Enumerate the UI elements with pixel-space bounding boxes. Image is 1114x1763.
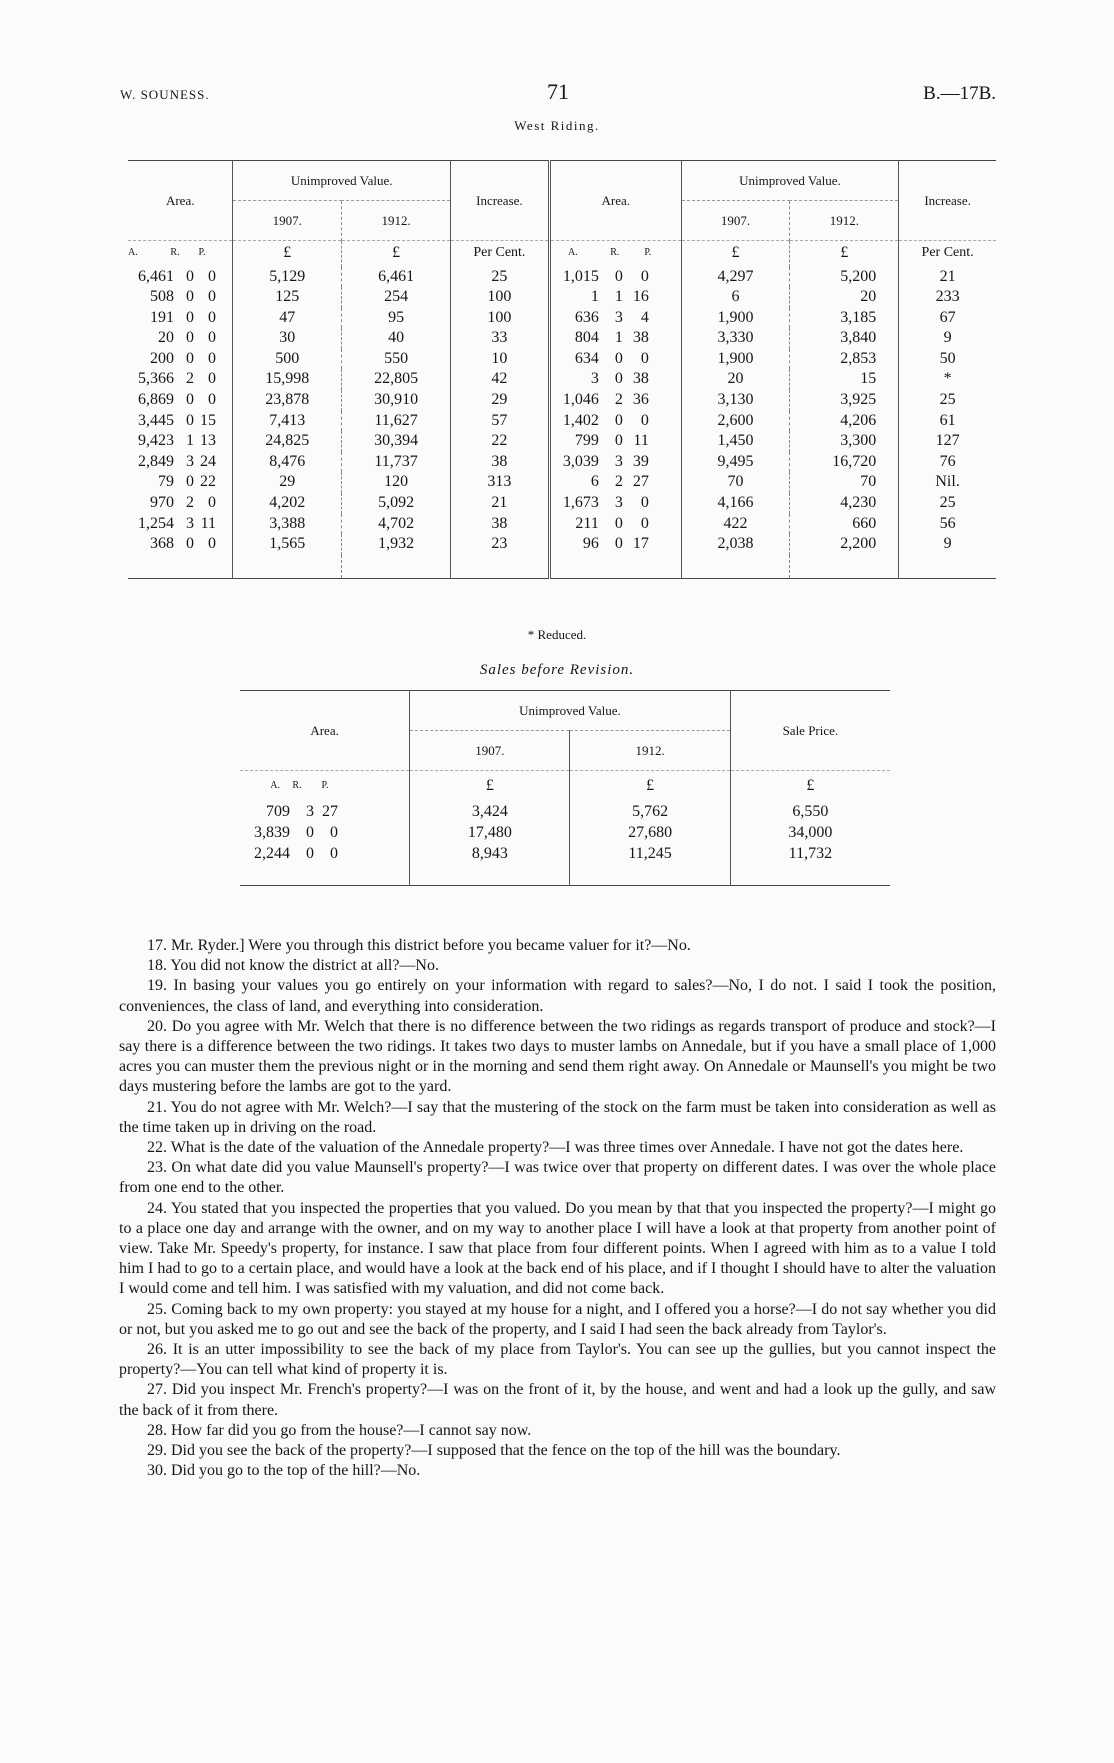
value-1912-left: 550 (342, 349, 451, 370)
value-1912-left: 120 (342, 472, 451, 493)
sale-price: 11,732 (730, 843, 890, 864)
increase-left: 38 (450, 514, 549, 535)
table-row (240, 801, 890, 822)
table-row (128, 452, 996, 473)
units-arp-right: A. R. P. (549, 241, 681, 267)
value-1912-left: 30,910 (342, 390, 451, 411)
value-1912-right: 3,185 (790, 308, 899, 329)
area-right: 1,673 3 0 (549, 493, 681, 514)
table-row (128, 328, 996, 349)
col-unimproved-right: Unimproved Value. (681, 161, 899, 201)
increase-left: 57 (450, 411, 549, 432)
area-right: 1 1 16 (549, 287, 681, 308)
value-1912-left: 254 (342, 287, 451, 308)
sale-price: 34,000 (730, 822, 890, 843)
value-1912-right: 5,200 (790, 267, 899, 288)
value-1907-left: 15,998 (233, 369, 342, 390)
paragraph: 27. Did you inspect Mr. French's property?—I was on the front of it, by the house, and went and had a look up the gully, and saw the back of it from there. (119, 1381, 996, 1419)
table-row (128, 308, 996, 329)
increase-right: 56 (899, 514, 996, 535)
area-right: 1,046 2 36 (549, 390, 681, 411)
value-1907-left: 125 (233, 287, 342, 308)
page-number: 71 (547, 79, 569, 104)
value-1907: 17,480 (410, 822, 570, 843)
table-row (240, 822, 890, 843)
unit-pound: £ (342, 241, 451, 267)
value-1907-right: 70 (681, 472, 790, 493)
increase-left: 22 (450, 431, 549, 452)
table-row (128, 267, 996, 288)
col-unimproved: Unimproved Value. (410, 691, 731, 731)
increase-right: 127 (899, 431, 996, 452)
sale-price: 6,550 (730, 801, 890, 822)
area-right: 96 0 17 (549, 534, 681, 555)
col-increase-left: Increase. (450, 161, 549, 241)
area-left: 79 0 22 (158, 473, 216, 491)
table-row (128, 287, 996, 308)
increase-left: 42 (450, 369, 549, 390)
area-left: 368 0 0 (150, 535, 216, 553)
west-riding-table (128, 160, 996, 579)
paragraph: 26. It is an utter impossibility to see the back of my place from Taylor's. You can see up the gullies, but you cannot inspect the property?—You can tell what kind of property it is. (119, 1341, 996, 1379)
table-row (128, 514, 996, 535)
value-1912-right: 4,230 (790, 493, 899, 514)
col-increase-right: Increase. (899, 161, 996, 241)
value-1907-left: 8,476 (233, 452, 342, 473)
increase-left: 33 (450, 328, 549, 349)
area-left: 508 0 0 (150, 288, 216, 306)
value-1912: 27,680 (570, 822, 730, 843)
paragraph: 20. Do you agree with Mr. Welch that there is no difference between the two ridings as regards transport of produce and stock?—I say there is a difference between the two ridings. It takes two days to muster lambs on Annedale, but if you have a small place of 1,000 acres you can muster them the previous night or in the morning and send them right away. On Annedale or Maunsell's you might be two days mustering before the lambs are got to the yard. (119, 1017, 996, 1096)
increase-left: 10 (450, 349, 549, 370)
increase-left: 25 (450, 267, 549, 288)
value-1912-right: 4,206 (790, 411, 899, 432)
value-1907-left: 47 (233, 308, 342, 329)
value-1912-left: 5,092 (342, 493, 451, 514)
area-right: 3,039 3 39 (549, 452, 681, 473)
value-1912-right: 70 (790, 472, 899, 493)
increase-left: 100 (450, 287, 549, 308)
col-1907-right: 1907. (681, 201, 790, 241)
value-1912-right: 2,853 (790, 349, 899, 370)
increase-right: 50 (899, 349, 996, 370)
table-row (128, 411, 996, 432)
increase-right: 67 (899, 308, 996, 329)
footnote-reduced: * Reduced. (527, 627, 587, 642)
unit-per-cent: Per Cent. (899, 241, 996, 267)
area-right: 799 0 11 (549, 431, 681, 452)
increase-right: 76 (899, 452, 996, 473)
area-left: 200 0 0 (150, 349, 216, 367)
area-left: 970 2 0 (150, 494, 216, 512)
col-1912: 1912. (570, 731, 730, 771)
value-1907-right: 2,600 (681, 411, 790, 432)
area: 3,839 0 0 (254, 823, 338, 841)
unit-pound: £ (790, 241, 899, 267)
increase-left: 23 (450, 534, 549, 555)
col-unimproved-left: Unimproved Value. (233, 161, 451, 201)
value-1912-left: 22,805 (342, 369, 451, 390)
units-arp-left: A. R. P. (128, 247, 206, 259)
area-left: 1,254 3 11 (138, 514, 216, 532)
page-header (120, 79, 996, 107)
paragraph: 18. You did not know the district at all?—No. (147, 957, 439, 975)
increase-right: * (899, 369, 996, 390)
value-1907-right: 3,130 (681, 390, 790, 411)
value-1912-left: 4,702 (342, 514, 451, 535)
paragraph: 29. Did you see the back of the property?—I supposed that the fence on the top of the hill was the boundary. (147, 1442, 841, 1460)
unit-pound: £ (570, 771, 730, 801)
sales-table (240, 690, 890, 886)
increase-left: 100 (450, 308, 549, 329)
value-1907-right: 2,038 (681, 534, 790, 555)
value-1907-left: 29 (233, 472, 342, 493)
paragraph: 17. Mr. Ryder.] Were you through this district before you became valuer for it?—No. (147, 937, 691, 954)
area-right: 636 3 4 (549, 308, 681, 329)
unit-pound: £ (233, 241, 342, 267)
col-area: Area. (310, 722, 339, 738)
value-1912-left: 95 (342, 308, 451, 329)
value-1912-right: 16,720 (790, 452, 899, 473)
value-1912-right: 3,300 (790, 431, 899, 452)
value-1907-right: 1,900 (681, 349, 790, 370)
area: 2,244 0 0 (254, 844, 338, 862)
value-1907-right: 4,166 (681, 493, 790, 514)
sales-title: Sales before Revision. (479, 662, 635, 678)
table-row (128, 390, 996, 411)
area-right: 1,015 0 0 (549, 267, 681, 288)
value-1912-right: 660 (790, 514, 899, 535)
value-1907: 3,424 (410, 801, 570, 822)
value-1907-right: 6 (681, 287, 790, 308)
unit-pound: £ (730, 771, 890, 801)
table-row (128, 534, 996, 555)
value-1912-right: 3,840 (790, 328, 899, 349)
value-1912-right: 3,925 (790, 390, 899, 411)
table-row (128, 493, 996, 514)
value-1912-left: 11,737 (342, 452, 451, 473)
value-1907-left: 3,388 (233, 514, 342, 535)
value-1912-right: 20 (790, 287, 899, 308)
col-1907-left: 1907. (233, 201, 342, 241)
col-1912-left: 1912. (342, 201, 451, 241)
increase-left: 313 (450, 472, 549, 493)
increase-right: Nil. (899, 472, 996, 493)
area-left: 6,461 0 0 (138, 267, 216, 285)
value-1912-left: 40 (342, 328, 451, 349)
header-left: W. SOUNESS. (120, 87, 210, 102)
col-1912-right: 1912. (790, 201, 899, 241)
area-right: 1,402 0 0 (549, 411, 681, 432)
value-1907-left: 24,825 (233, 431, 342, 452)
value-1907-left: 5,129 (233, 267, 342, 288)
col-sale-price: Sale Price. (730, 691, 890, 771)
area-left: 6,869 0 0 (138, 391, 216, 409)
paragraph: 30. Did you go to the top of the hill?—No. (147, 1462, 421, 1480)
value-1907-left: 500 (233, 349, 342, 370)
increase-right: 9 (899, 534, 996, 555)
paragraph: 21. You do not agree with Mr. Welch?—I say that the mustering of the stock on the farm must be taken into consideration as well as the time taken up in driving on the road. (119, 1098, 996, 1136)
value-1912: 11,245 (570, 843, 730, 864)
value-1912: 5,762 (570, 801, 730, 822)
col-area-left: Area. (165, 192, 195, 208)
value-1907-left: 23,878 (233, 390, 342, 411)
paragraph: 22. What is the date of the valuation of the Annedale property?—I was three times over Annedale. I have not got the dates here. (147, 1139, 964, 1157)
value-1912-right: 2,200 (790, 534, 899, 555)
unit-pound: £ (681, 241, 790, 267)
paragraph: 25. Coming back to my own property: you stayed at my house for a night, and I offered you a horse?—I do not say whether you did or not, but you asked me to go out and see the back of the property, and I said I had seen the back already from Taylor's. (119, 1300, 996, 1338)
value-1912-left: 11,627 (342, 411, 451, 432)
unit-pound: £ (410, 771, 570, 801)
table-row (128, 349, 996, 370)
value-1907-right: 422 (681, 514, 790, 535)
value-1907-right: 4,297 (681, 267, 790, 288)
paragraph: 28. How far did you go from the house?—I cannot say now. (147, 1421, 532, 1439)
table-row (128, 369, 996, 390)
area: 709 3 27 (266, 802, 338, 820)
increase-right: 233 (899, 287, 996, 308)
value-1907-left: 1,565 (233, 534, 342, 555)
value-1907-right: 1,900 (681, 308, 790, 329)
col-area-right: Area. (549, 161, 681, 241)
increase-right: 25 (899, 493, 996, 514)
increase-left: 29 (450, 390, 549, 411)
units-arp: A. R. P. (270, 780, 329, 792)
table-row (240, 843, 890, 864)
body-text (119, 936, 996, 1481)
area-left: 5,366 2 0 (138, 370, 216, 388)
unit-per-cent: Per Cent. (450, 241, 549, 267)
area-right: 211 0 0 (549, 514, 681, 535)
area-left: 191 0 0 (150, 308, 216, 326)
area-right: 804 1 38 (549, 328, 681, 349)
value-1907-left: 30 (233, 328, 342, 349)
table-row (128, 472, 996, 493)
value-1907: 8,943 (410, 843, 570, 864)
paragraph: 24. You stated that you inspected the properties that you valued. Do you mean by that that you inspected the property?—I might go to a place one day and arrange with the owner, and on my way to another place I will have a look at that property from another point of view. Take Mr. Speedy's property, for instance. I saw that place from four different points. When I agreed with him as to a value I told him I had to go to a certain place, and would have a look at the back end of his place, and if I thought I should have to alter the valuation I would come and tell him. I was satisfied with my valuation, and did not come back. (119, 1199, 996, 1298)
area-left: 3,445 0 15 (138, 411, 216, 429)
increase-right: 61 (899, 411, 996, 432)
table-row (128, 431, 996, 452)
value-1907-right: 9,495 (681, 452, 790, 473)
value-1912-left: 30,394 (342, 431, 451, 452)
area-left: 2,849 3 24 (138, 452, 216, 470)
area-right: 3 0 38 (549, 369, 681, 390)
area-right: 6 2 27 (549, 472, 681, 493)
increase-left: 21 (450, 493, 549, 514)
value-1907-left: 4,202 (233, 493, 342, 514)
increase-right: 9 (899, 328, 996, 349)
paragraph: 19. In basing your values you go entirely on your information with regard to sales?—No, I do not. I said I took the position, conveniences, the class of land, and everything into consideration. (119, 977, 996, 1015)
value-1912-left: 1,932 (342, 534, 451, 555)
value-1907-right: 1,450 (681, 431, 790, 452)
increase-right: 21 (899, 267, 996, 288)
increase-right: 25 (899, 390, 996, 411)
value-1907-left: 7,413 (233, 411, 342, 432)
value-1912-left: 6,461 (342, 267, 451, 288)
col-1907: 1907. (410, 731, 570, 771)
area-left: 20 0 0 (158, 329, 216, 347)
value-1907-right: 3,330 (681, 328, 790, 349)
value-1907-right: 20 (681, 369, 790, 390)
header-right: B.—17B. (923, 83, 996, 104)
area-right: 634 0 0 (549, 349, 681, 370)
area-left: 9,423 1 13 (138, 432, 216, 450)
value-1912-right: 15 (790, 369, 899, 390)
increase-left: 38 (450, 452, 549, 473)
paragraph: 23. On what date did you value Maunsell's property?—I was twice over that property on different dates. I was over the whole place from one end to the other. (119, 1159, 996, 1197)
section-title: West Riding. (514, 118, 600, 133)
